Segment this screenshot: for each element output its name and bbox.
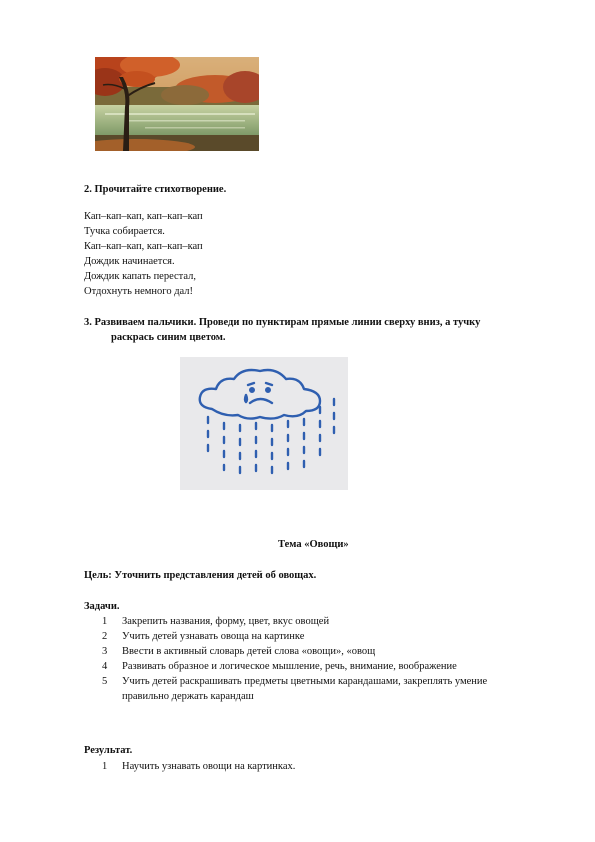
rain-cloud-drawing: [180, 357, 348, 490]
tasks-heading: Задачи.: [84, 601, 120, 612]
poem-line: Кап–кап–кап, кап–кап–кап: [84, 211, 203, 222]
list-item: [102, 614, 522, 629]
section-3-instruction-line-2: раскрась синим цветом.: [111, 332, 226, 343]
list-item-text: Учить детей раскрашивать предметы цветными карандашами, закреплять умение: [122, 676, 488, 687]
poem-line: Дождик капать перестал,: [84, 271, 197, 282]
list-item: [102, 629, 522, 644]
result-heading: Результат.: [84, 745, 133, 756]
section-3-instruction-line-1: 3. Развиваем пальчики. Проведи по пунктирам прямые линии сверху вниз, а тучку: [84, 317, 481, 328]
result-list: [102, 759, 522, 774]
autumn-landscape-image: [95, 57, 259, 151]
list-item-text: Ввести в активный словарь детей слова «овощи», «овощ: [122, 646, 376, 657]
list-item-text: Учить детей узнавать овоща на картинке: [122, 631, 305, 642]
list-item: [102, 644, 522, 659]
poem-line: Отдохнуть немного дал!: [84, 286, 194, 297]
list-item-text-continued: правильно держать карандаш: [122, 691, 254, 702]
list-item: [102, 659, 522, 674]
list-item-number: 5: [102, 676, 108, 687]
poem-line: Тучка собирается.: [84, 226, 165, 237]
list-item-number: 4: [102, 661, 108, 672]
section-2-heading: 2. Прочитайте стихотворение.: [84, 184, 227, 195]
list-item: [102, 674, 522, 704]
tasks-list: [102, 614, 522, 704]
goal-text: Цель: Уточнить представления детей об овощах.: [84, 570, 317, 581]
list-item-number: 2: [102, 631, 108, 642]
theme-title: Тема «Овощи»: [278, 539, 349, 550]
list-item-text: Закрепить названия, форму, цвет, вкус овощей: [122, 616, 330, 627]
list-item-text: Развивать образное и логическое мышление, речь, внимание, воображение: [122, 661, 457, 672]
list-item-number: 1: [102, 761, 108, 772]
list-item-text: Научить узнавать овощи на картинках.: [122, 761, 296, 772]
list-item-number: 3: [102, 646, 108, 657]
list-item: [102, 759, 522, 774]
poem-line: Дождик начинается.: [84, 256, 175, 267]
sad-cloud-with-rain-icon: [180, 357, 348, 490]
list-item-number: 1: [102, 616, 108, 627]
autumn-tree-photo: [95, 57, 259, 151]
poem-line: Кап–кап–кап, кап–кап–кап: [84, 241, 203, 252]
poem: [84, 209, 203, 299]
